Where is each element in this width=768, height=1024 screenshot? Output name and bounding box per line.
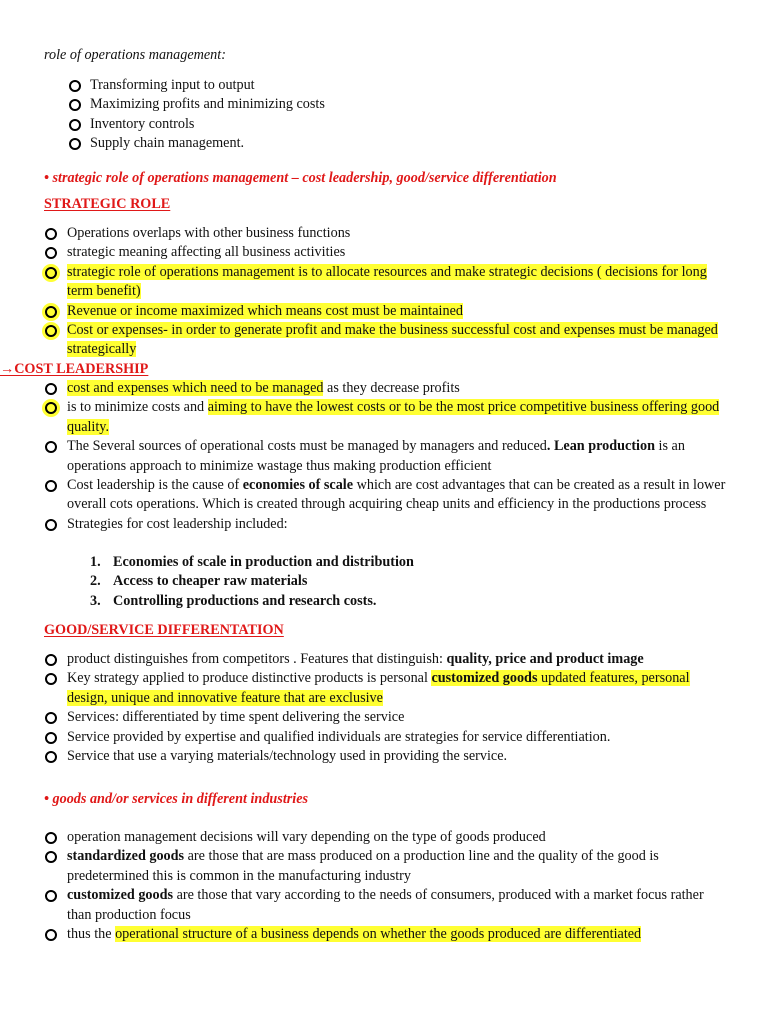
list-item: Maximizing profits and minimizing costs [0, 95, 768, 114]
bullet-circle-icon [45, 929, 57, 941]
bullet-circle-icon [45, 851, 57, 863]
heading-differentiation: GOOD/SERVICE DIFFERENTATION [44, 622, 284, 638]
bullet-circle-icon [45, 519, 57, 531]
bullet-circle-icon [69, 138, 81, 150]
differentiation-list [0, 650, 768, 766]
bullet-circle-icon [69, 80, 81, 92]
list-item: The Several sources of operational costs must be managed by managers and reduced. Lean production is an operations approach to minimize wastage thus making production efficient [0, 437, 768, 476]
list-item: strategic role of operations management is to allocate resources and make strategic decisions ( decisions for long term benefit) [0, 263, 768, 302]
list-item: thus the operational structure of a business depends on whether the goods produced are differentiated [0, 925, 768, 944]
numbered-item: 3. Controlling productions and research costs. [90, 592, 377, 609]
list-item: Service provided by expertise and qualified individuals are strategies for service differentiation. [0, 728, 768, 747]
intro-heading: role of operations management: [44, 47, 226, 63]
list-item: customized goods are those that vary according to the needs of consumers, produced with a market focus rather than production focus [0, 886, 768, 925]
heading-cost-leadership: →COST LEADERSHIP [0, 361, 149, 377]
intro-list [0, 76, 768, 154]
section-subtitle-industries: • goods and/or services in different industries [44, 791, 309, 807]
list-item: Transforming input to output [0, 76, 768, 95]
list-item: operation management decisions will vary depending on the type of goods produced [0, 828, 768, 847]
list-item: Strategies for cost leadership included: [0, 515, 768, 534]
numbered-item: 1. Economies of scale in production and distribution [90, 554, 414, 570]
bullet-circle-icon [45, 732, 57, 744]
list-item: Inventory controls [0, 115, 768, 134]
bullet-circle-icon [45, 441, 57, 453]
bullet-circle-icon [45, 383, 57, 395]
bullet-circle-icon [45, 751, 57, 763]
bullet-circle-icon [45, 673, 57, 685]
heading-strategic-role: STRATEGIC ROLE [44, 196, 171, 212]
list-item: standardized goods are those that are mass produced on a production line and the quality of the good is predetermined this is common in the manufacturing industry [0, 847, 768, 886]
bullet-circle-icon [45, 306, 57, 318]
list-item: Cost or expenses- in order to generate profit and make the business successful cost and expenses must be managed strategically [0, 321, 768, 360]
list-item: Services: differentiated by time spent delivering the service [0, 708, 768, 727]
bullet-circle-icon [45, 228, 57, 240]
bullet-circle-icon [45, 890, 57, 902]
bullet-circle-icon [45, 712, 57, 724]
bullet-circle-icon [45, 480, 57, 492]
bullet-circle-icon [45, 267, 57, 279]
cost-strategies-list [0, 553, 768, 611]
list-item: strategic meaning affecting all business activities [0, 243, 768, 262]
bullet-circle-icon [45, 325, 57, 337]
strategic-list [0, 224, 768, 360]
section-subtitle-strategic: • strategic role of operations management – cost leadership, good/service differentiation [44, 170, 557, 186]
bullet-circle-icon [45, 402, 57, 414]
list-item: Revenue or income maximized which means cost must be maintained [0, 302, 768, 321]
bullet-circle-icon [45, 654, 57, 666]
industries-list [0, 828, 768, 944]
numbered-item: 2. Access to cheaper raw materials [90, 573, 308, 590]
bullet-circle-icon [45, 247, 57, 259]
bullet-circle-icon [45, 832, 57, 844]
list-item: product distinguishes from competitors . Features that distinguish: quality, price and product image [0, 650, 768, 669]
list-item: is to minimize costs and aiming to have the lowest costs or to be the most price competitive business offering good quality. [0, 398, 768, 437]
list-item: Supply chain management. [0, 134, 768, 153]
list-item: cost and expenses which need to be managed as they decrease profits [0, 379, 768, 398]
list-item: Cost leadership is the cause of economies of scale which are cost advantages that can be created as a result in lower overall cots operations. Which is created through acquiring cheap units and efficiency in the productions process [0, 476, 768, 515]
list-item: Key strategy applied to produce distinctive products is personal customized goods updated features, personal design, unique and innovative feature that are exclusive [0, 669, 768, 708]
list-item: Service that use a varying materials/technology used in providing the service. [0, 747, 768, 766]
bullet-circle-icon [69, 119, 81, 131]
bullet-circle-icon [69, 99, 81, 111]
cost-leadership-list [0, 379, 768, 534]
list-item: Operations overlaps with other business functions [0, 224, 768, 243]
